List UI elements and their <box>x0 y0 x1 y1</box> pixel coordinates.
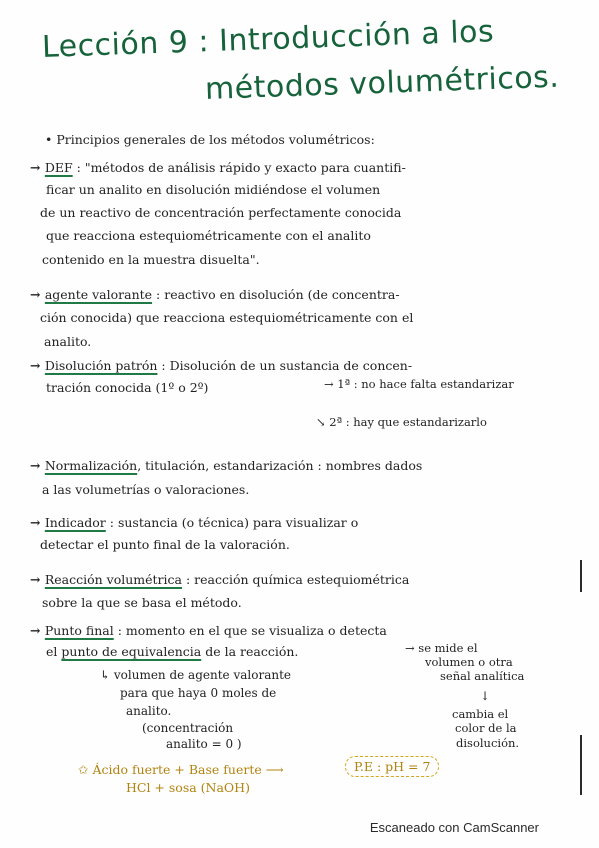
star-icon: ✩ <box>78 762 93 777</box>
right-note-3: color de la <box>455 721 517 735</box>
arrow-icon: ↘ <box>316 415 330 429</box>
down-arrow-icon: ↓ <box>480 689 491 703</box>
example-line-1: ✩ Ácido fuerte + Base fuerte ⟶ <box>78 762 284 777</box>
agente-line-3: analito. <box>44 334 92 349</box>
punto-final-line-1: → Punto final : momento en el que se visualiza o detecta <box>30 623 387 638</box>
agente-line-1: → agente valorante : reactivo en disolución (de concentra- <box>30 287 400 302</box>
def-line-5: contenido en la muestra disuelta". <box>42 252 260 267</box>
margin-rule-1 <box>580 560 582 592</box>
bullet-dot: • <box>45 132 57 147</box>
left-note-2: para que haya 0 moles de <box>120 686 277 700</box>
arrow-icon: → <box>30 160 45 175</box>
punto-final-line-2: el punto de equivalencia de la reacción. <box>46 644 299 659</box>
arrow-icon: → <box>30 515 45 530</box>
left-note-3: analito. <box>126 704 172 718</box>
patron-primario-note: → 1ª : no hace falta estandarizar <box>324 377 514 391</box>
patron-secundario-note: ↘ 2ª : hay que estandarizarlo <box>316 415 487 429</box>
side-note-3: señal analítica <box>440 669 525 683</box>
reaccion-line-1: → Reacción volumétrica : reacción química estequiométrica <box>30 572 410 587</box>
disolucion-line-1: → Disolución patrón : Disolución de un sustancia de concen- <box>30 358 413 373</box>
disolucion-line-2: tración conocida (1º o 2º) <box>46 380 209 395</box>
arrow-icon: → <box>324 377 338 391</box>
arrow-icon: → <box>30 572 45 587</box>
arrow-icon: ⟶ <box>265 762 284 777</box>
side-note-1: → se mide el <box>405 641 478 655</box>
def-line-4: que reacciona estequiométricamente con el analito <box>46 228 371 243</box>
arrow-icon: → <box>30 458 45 473</box>
def-line-1: → DEF : "métodos de análisis rápido y exacto para cuantifi- <box>30 160 406 175</box>
def-line-3: de un reactivo de concentración perfectamente conocida <box>40 205 402 220</box>
left-note-5: analito = 0 ) <box>166 737 242 751</box>
reaccion-line-2: sobre la que se basa el método. <box>42 595 242 610</box>
arrow-icon: → <box>30 287 45 302</box>
def-line-2: ficar un analito en disolución midiéndose el volumen <box>46 182 381 197</box>
indicador-line-1: → Indicador : sustancia (o técnica) para visualizar o <box>30 515 359 530</box>
lesson-title-line-1: Lección 9 : Introducción a los <box>41 14 495 65</box>
left-note-1: ↳ volumen de agente valorante <box>100 668 292 682</box>
indicador-line-2: detectar el punto final de la valoración. <box>40 537 290 552</box>
right-note-4: disolución. <box>456 736 520 750</box>
scanner-watermark: Escaneado con CamScanner <box>369 820 539 835</box>
equivalence-point-box: P.E : pH = 7 <box>345 756 439 777</box>
lesson-title-line-2: métodos volumétricos. <box>204 59 560 107</box>
example-line-2: HCl + sosa (NaOH) <box>126 780 250 795</box>
arrow-icon: → <box>30 623 45 638</box>
margin-rule-2 <box>580 735 582 795</box>
section-heading: • Principios generales de los métodos volumétricos: <box>45 132 375 147</box>
agente-line-2: ción conocida) que reacciona estequiométricamente con el <box>40 310 414 325</box>
normalizacion-line-2: a las volumetrías o valoraciones. <box>42 482 250 497</box>
arrow-icon: → <box>30 358 45 373</box>
right-note-2: cambia el <box>452 707 509 721</box>
side-note-2: volumen o otra <box>425 655 513 669</box>
left-note-4: (concentración <box>142 721 234 735</box>
normalizacion-line-1: → Normalización, titulación, estandarización : nombres dados <box>30 458 423 473</box>
